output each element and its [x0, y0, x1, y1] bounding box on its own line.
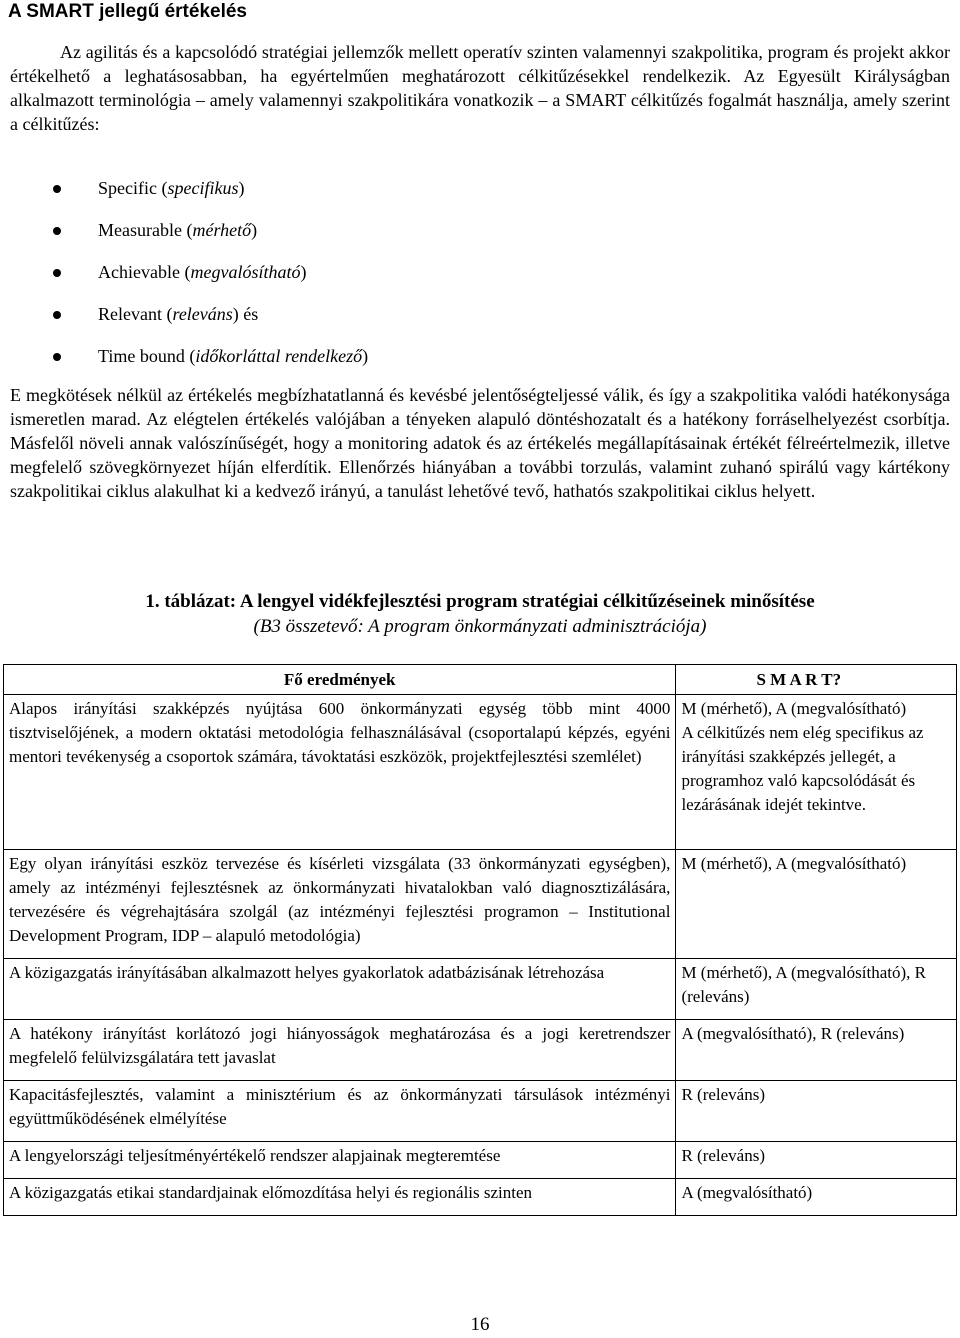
smart-item-specific: Specific (specifikus)	[10, 176, 368, 218]
table-row	[4, 1020, 957, 1081]
smart-cell: A (megvalósítható)	[676, 1179, 957, 1216]
table-row	[4, 1081, 957, 1142]
page-number: 16	[470, 1314, 490, 1335]
bullet-icon	[53, 353, 61, 361]
table-row	[4, 959, 957, 1020]
result-cell: A lengyelországi teljesítményértékelő rendszer alapjainak megteremtése	[4, 1142, 676, 1179]
intro-paragraph: Az agilitás és a kapcsolódó stratégiai jellemzők mellett operatív szinten valamennyi szakpolitika, program és projekt akkor értékelhető a leghatásosabban, ha egyértelműen meghatározott célkitűzésekkel rendelkezik. Az Egyesült Királyságban alkalmazott terminológia – amely valamennyi szakpolitikára vonatkozik – a SMART célkitűzés fogalmát használja, amely szerint a célkitűzés:	[10, 42, 950, 134]
result-cell: Alapos irányítási szakképzés nyújtása 600 önkormányzati egység több mint 4000 tisztviselőjének, a modern oktatási metodológia felhasználásával (csoportalapú képzés, egyéni mentori tevékenység a csoportok számára, távoktatási eszközök, projektfejlesztési szemlélet)	[4, 695, 676, 850]
bullet-icon	[53, 311, 61, 319]
result-cell: Egy olyan irányítási eszköz tervezése és kísérleti vizsgálata (33 önkormányzati egységben), amely az intézményi fejlesztésnek az önkormányzati hivatalokban való diagnosztizálására, tervezésére és végrehajtására szolgál (az intézményi fejlesztési programon – Institutional Development Program, IDP – alapuló metodológia)	[4, 850, 676, 959]
smart-cell: R (releváns)	[676, 1142, 957, 1179]
table-header-row	[4, 665, 957, 695]
smart-note: A célkitűzés nem elég specifikus az irányítási szakképzés jellegét, a programhoz való kapcsolódását és lezárásának idejét tekintve.	[681, 723, 924, 814]
table-row	[4, 695, 957, 850]
result-cell: A közigazgatás etikai standardjainak előmozdítása helyi és regionális szinten	[4, 1179, 676, 1216]
smart-item-time-bound: Time bound (időkorláttal rendelkező)	[10, 344, 368, 386]
smart-item-relevant: Relevant (releváns) és	[10, 302, 368, 344]
smart-cell: M (mérhető), A (megvalósítható), R (releváns)	[676, 959, 957, 1020]
smart-rating: M (mérhető), A (megvalósítható)	[681, 699, 907, 718]
table-row	[4, 1142, 957, 1179]
result-cell: A hatékony irányítást korlátozó jogi hiányosságok meghatározása és a jogi keretrendszer megfelelő felülvizsgálatára tett javaslat	[4, 1020, 676, 1081]
smart-evaluation-table	[3, 664, 957, 1216]
body-paragraph: E megkötések nélkül az értékelés megbízhatatlanná és kevésbé jelentőségteljessé válik, és így a szakpolitika valódi hatékonysága ismeretlen marad. Az elégtelen értékelés valójában a tényeken alapuló döntéshozatalt és a hatékony forráselhelyezést csorbítja. Másfelől növeli annak valószínűségét, hogy a monitoring adatok és az értékelés megállapításainak értékét félreértelmezik, illetve megfelelő szövegkörnyezet híján elferdítik. Ellenőrzés hiányában a további torzulás, valamint zuhanó spirálú vagy kártékony szakpolitikai ciklus alakulhat ki a kedvező irányú, a tanulást lehetővé tevő, hathatós szakpolitikai ciklus helyett.	[10, 385, 950, 501]
smart-cell: R (releváns)	[676, 1081, 957, 1142]
result-cell: A közigazgatás irányításában alkalmazott helyes gyakorlatok adatbázisának létrehozása	[4, 959, 676, 1020]
table-subcaption: (B3 összetevő: A program önkormányzati adminisztrációja)	[253, 616, 707, 637]
smart-cell: A (megvalósítható), R (releváns)	[676, 1020, 957, 1081]
smart-item-achievable: Achievable (megvalósítható)	[10, 260, 368, 302]
bullet-icon	[53, 227, 61, 235]
section-heading: A SMART jellegű értékelés	[8, 1, 247, 22]
table-row	[4, 1179, 957, 1216]
bullet-icon	[53, 269, 61, 277]
smart-criteria-list	[10, 176, 368, 386]
column-header-smart: S M A R T?	[676, 665, 957, 695]
smart-cell	[676, 695, 957, 850]
column-header-results: Fő eredmények	[4, 665, 676, 695]
smart-cell: M (mérhető), A (megvalósítható)	[676, 850, 957, 959]
bullet-icon	[53, 185, 61, 193]
table-row	[4, 850, 957, 959]
table-caption: 1. táblázat: A lengyel vidékfejlesztési program stratégiai célkitűzéseinek minősítése	[145, 591, 815, 612]
smart-item-measurable: Measurable (mérhető)	[10, 218, 368, 260]
result-cell: Kapacitásfejlesztés, valamint a minisztérium és az önkormányzati társulások intézményi együttműködésének elmélyítése	[4, 1081, 676, 1142]
